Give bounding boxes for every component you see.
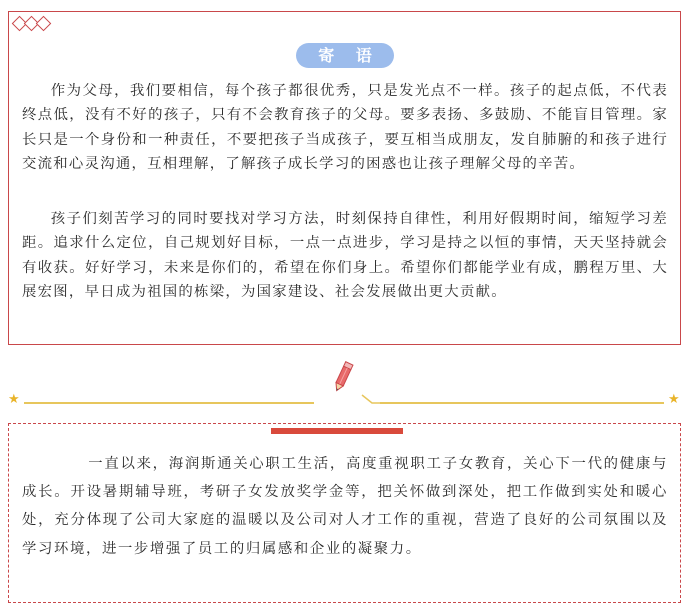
divider-bend bbox=[360, 393, 382, 405]
divider-line-right bbox=[380, 402, 664, 404]
star-icon: ★ bbox=[8, 392, 20, 407]
pencil-icon bbox=[330, 360, 356, 394]
section-title: 寄 语 bbox=[296, 43, 394, 68]
message-paragraph-2: 孩子们刻苦学习的同时要找对学习方法，时刻保持自律性，利用好假期时间，缩短学习差距。追求什么定位，自己规划好目标，一点一点进步，学习是持之以恒的事情，天天坚持就会有收获。好好学习，未来是你们的，希望在你们身上。希望你们都能学业有成，鹏程万里、大展宏图，早日成为祖国的栋梁，为国家建设、社会发展做出更大贡献。 bbox=[22, 211, 668, 301]
red-tab bbox=[271, 428, 403, 434]
company-paragraph: 一直以来，海润斯通关心职工生活，高度重视职工子女教育，关心下一代的健康与成长。开设暑期辅导班，考研子女发放奖学金等，把关怀做到深处，把工作做到实处和暖心处，充分体现了公司大家庭的温暖以及公司对人才工作的重视，营造了良好的公司氛围以及学习环境，进一步增强了员工的归属感和企业的凝聚力。 bbox=[22, 456, 668, 557]
diamond-chain-icon bbox=[11, 16, 61, 30]
star-icon: ★ bbox=[668, 392, 680, 407]
message-paragraph-1: 作为父母，我们要相信，每个孩子都很优秀，只是发光点不一样。孩子的起点低，不代表终点低，没有不好的孩子，只有不会教育孩子的父母。要多表扬、多鼓励、不能盲目管理。家长只是一个身份和一种责任，不要把孩子当成孩子，要互相当成朋友，发自肺腑的和孩子进行交流和心灵沟通，互相理解，了解孩子成长学习的困惑也让孩子理解父母的辛苦。 bbox=[22, 83, 668, 173]
section-divider bbox=[0, 355, 689, 415]
divider-line-left bbox=[24, 402, 314, 404]
